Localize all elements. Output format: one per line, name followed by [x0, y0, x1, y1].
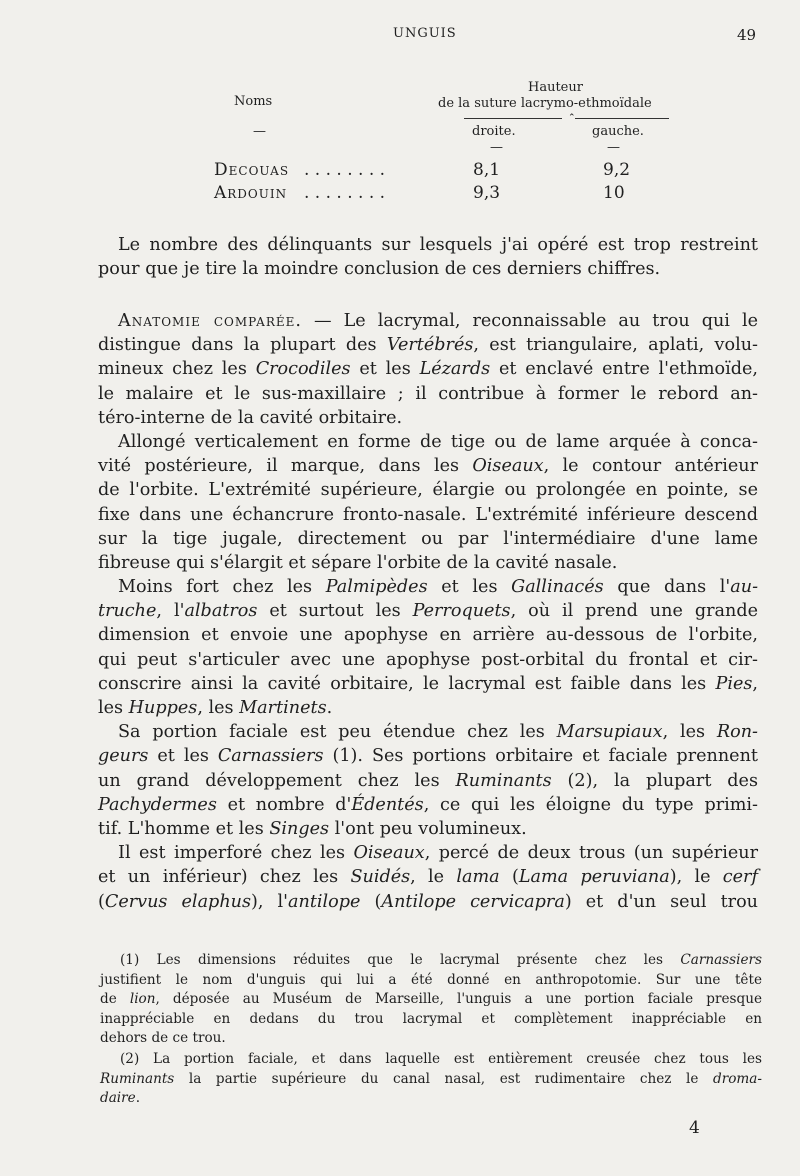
footnote-line: daire.: [100, 1090, 141, 1107]
footnote-line: (1) Les dimensions réduites que le lacrymal présente chez les Carnassiers: [120, 952, 762, 968]
text-line: geurs et les Carnassiers (1). Ses portions orbitaire et faciale prennent: [98, 746, 758, 767]
text-line: Sa portion faciale est peu étendue chez les Marsupiaux, les Ron-: [118, 722, 758, 743]
text-line: de l'orbite. L'extrémité supérieure, élargie ou prolongée en pointe, se: [98, 480, 758, 501]
text-line: distingue dans la plupart des Vertébrés, est triangulaire, aplati, volu-: [98, 335, 758, 356]
row-leader: . . . . . . . .: [304, 183, 386, 203]
table-sub-right: droite.: [472, 124, 516, 139]
footnote-line: inappréciable en dedans du trou lacrymal et complètement inappréciable en: [100, 1010, 762, 1027]
row-right-value: 9,3: [473, 183, 501, 203]
footnote-line: Ruminants la partie supérieure du canal nasal, est rudimentaire chez le droma-: [100, 1070, 762, 1087]
row-leader: . . . . . . . .: [304, 160, 386, 180]
text-line: téro-interne de la cavité orbitaire.: [98, 407, 403, 428]
footnote-1: [100, 951, 762, 1049]
text-line: Moins fort chez les Palmipèdes et les Gallinacés que dans l'au-: [118, 577, 759, 598]
paragraph-conclusion: [98, 233, 758, 281]
signature-mark: 4: [689, 1118, 700, 1138]
table-col-names-dash: —: [253, 124, 266, 139]
text-line: conscrire ainsi la cavité orbitaire, le lacrymal est faible dans les Pies,: [98, 673, 758, 694]
footnote-line: (2) La portion faciale, et dans laquelle est entièrement creusée chez tous les: [120, 1051, 762, 1067]
row-right-value: 8,1: [473, 160, 501, 180]
table-col-names-header: Noms: [234, 94, 273, 109]
table-group-header-line1: Hauteur: [528, 80, 583, 95]
table-sub-left: gauche.: [592, 124, 644, 139]
table-group-header-line2: de la suture lacrymo-ethmoïdale: [438, 96, 652, 111]
text-line: Pachydermes et nombre d'Édentés, ce qui les éloigne du type primi-: [98, 794, 759, 815]
footnote-2: [100, 1050, 762, 1109]
section-heading: Anatomie comparée.: [118, 311, 302, 331]
text-line: Allongé verticalement en forme de tige ou de lame arquée à conca-: [118, 431, 758, 452]
text-line: Le nombre des délinquants sur lesquels j'ai opéré est trop restreint: [118, 235, 758, 255]
text-line: Anatomie comparée. — Le lacrymal, reconnaissable au trou qui le: [118, 311, 758, 331]
table-sub-right-dash: —: [490, 140, 503, 155]
row-name: Ardouin: [214, 183, 288, 203]
row-name: Decouas: [214, 160, 290, 180]
running-title: UNGUIS: [393, 26, 457, 41]
text-line: et un inférieur) chez les Suidés, le lama (Lama peruviana), le cerf: [98, 867, 758, 888]
text-line: fixe dans une échancrure fronto-nasale. L'extrémité inférieure descend: [98, 504, 758, 525]
header-brace-right: [575, 118, 669, 119]
text-line: les Huppes, les Martinets.: [98, 698, 333, 718]
text-line: dimension et envoie une apophyse en arrière au-dessous de l'orbite,: [98, 625, 758, 646]
footnote-line: dehors de ce trou.: [100, 1030, 226, 1047]
text-line: qui peut s'articuler avec une apophyse post-orbital du frontal et cir-: [98, 649, 758, 670]
text-line: Il est imperforé chez les Oiseaux, percé de deux trous (un supérieur: [118, 843, 758, 864]
text-line: un grand développement chez les Ruminants (2), la plupart des: [98, 770, 758, 791]
text-line: vité postérieure, il marque, dans les Oiseaux, le contour antérieur: [98, 456, 758, 477]
text-line: le malaire et le sus-maxillaire ; il contribue à former le rebord an-: [98, 383, 758, 404]
text-line: sur la tige jugale, directement ou par l'intermédiaire d'une lame: [98, 528, 758, 549]
body-text: [98, 309, 758, 914]
footnote-line: justifient le nom d'unguis qui lui a été donné en anthropotomie. Sur une tête: [100, 971, 762, 988]
text-line: (Cervus elaphus), l'antilope (Antilope cervicapra) et d'un seul trou: [98, 891, 759, 912]
header-brace-left: [464, 118, 562, 119]
text-line: pour que je tire la moindre conclusion de ces derniers chiffres.: [98, 259, 661, 280]
row-left-value: 9,2: [603, 160, 631, 180]
page-number: 49: [737, 26, 757, 44]
table-sub-left-dash: —: [607, 140, 620, 155]
text-line: mineux chez les Crocodiles et les Lézards et enclavé entre l'ethmoïde,: [98, 359, 759, 380]
text-line: truche, l'albatros et surtout les Perroquets, où il prend une grande: [98, 601, 758, 622]
row-left-value: 10: [603, 183, 625, 203]
footnote-line: de lion, déposée au Muséum de Marseille, l'unguis a une portion faciale presque: [100, 991, 762, 1008]
header-brace-tip: ⌃: [568, 113, 576, 123]
text-line: fibreuse qui s'élargit et sépare l'orbite de la cavité nasale.: [98, 552, 618, 573]
text-line: tif. L'homme et les Singes l'ont peu volumineux.: [98, 818, 527, 839]
